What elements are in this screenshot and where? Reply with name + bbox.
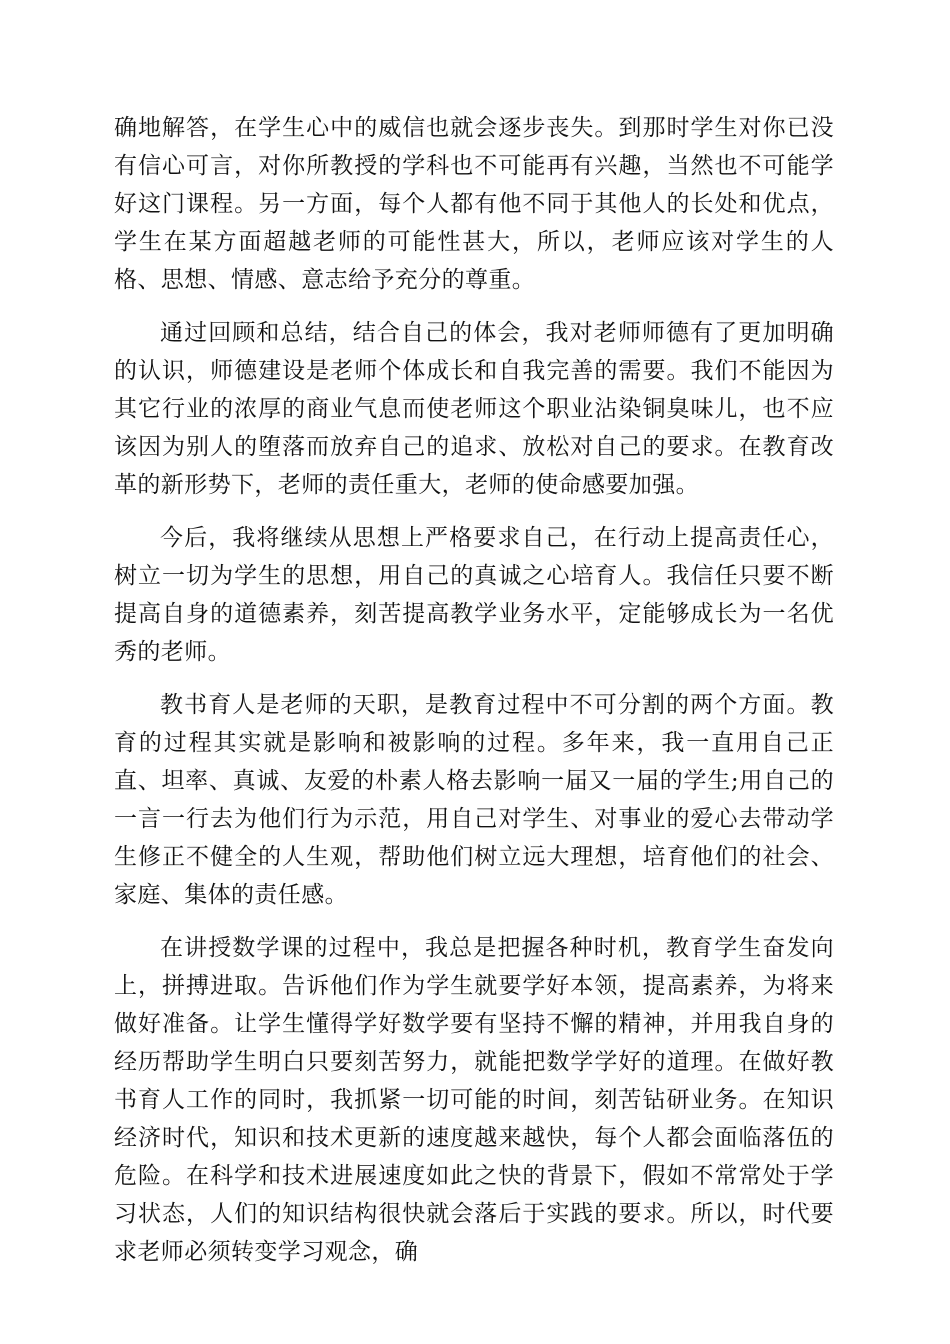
paragraph-5: 在讲授数学课的过程中，我总是把握各种时机，教育学生奋发向上，拼搏进取。告诉他们作为学生就要学好本领，提高素养，为将来做好准备。让学生懂得学好数学要有坚持不懈的精神，并用我自身的经历帮助学生明白只要刻苦努力，就能把数学学好的道理。在做好教书育人工作的同时，我抓紧一切可能的时间，刻苦钻研业务。在知识经济时代，知识和技术更新的速度越来越快，每个人都会面临落伍的危险。在科学和技术进展速度如此之快的背景下，假如不常常处于学习状态，人们的知识结构很快就会落后于实践的要求。所以，时代要求老师必须转变学习观念，确 (114, 935, 834, 1265)
paragraph-4: 教书育人是老师的天职，是教育过程中不可分割的两个方面。教育的过程其实就是影响和被影响的过程。多年来，我一直用自己正直、坦率、真诚、友爱的朴素人格去影响一届又一届的学生;用自己的一言一行去为他们行为示范，用自己对学生、对事业的爱心去带动学生修正不健全的人生观，帮助他们树立远大理想，培育他们的社会、家庭、集体的责任感。 (114, 692, 834, 908)
paragraph-1: 确地解答，在学生心中的威信也就会逐步丧失。到那时学生对你已没有信心可言，对你所教授的学科也不可能再有兴趣，当然也不可能学好这门课程。另一方面，每个人都有他不同于其他人的长处和优点，学生在某方面超越老师的可能性甚大，所以，老师应该对学生的人格、思想、情感、意志给予充分的尊重。 (114, 115, 834, 293)
paragraph-3: 今后，我将继续从思想上严格要求自己，在行动上提高责任心，树立一切为学生的思想，用自己的真诚之心培育人。我信任只要不断提高自身的道德素养，刻苦提高教学业务水平，定能够成长为一名优秀的老师。 (114, 525, 834, 665)
paragraph-2: 通过回顾和总结，结合自己的体会，我对老师师德有了更加明确的认识，师德建设是老师个体成长和自我完善的需要。我们不能因为其它行业的浓厚的商业气息而使老师这个职业沾染铜臭味儿，也不应该因为别人的堕落而放弃自己的追求、放松对自己的要求。在教育改革的新形势下，老师的责任重大，老师的使命感要加强。 (114, 320, 834, 498)
document-body (114, 109, 834, 1286)
